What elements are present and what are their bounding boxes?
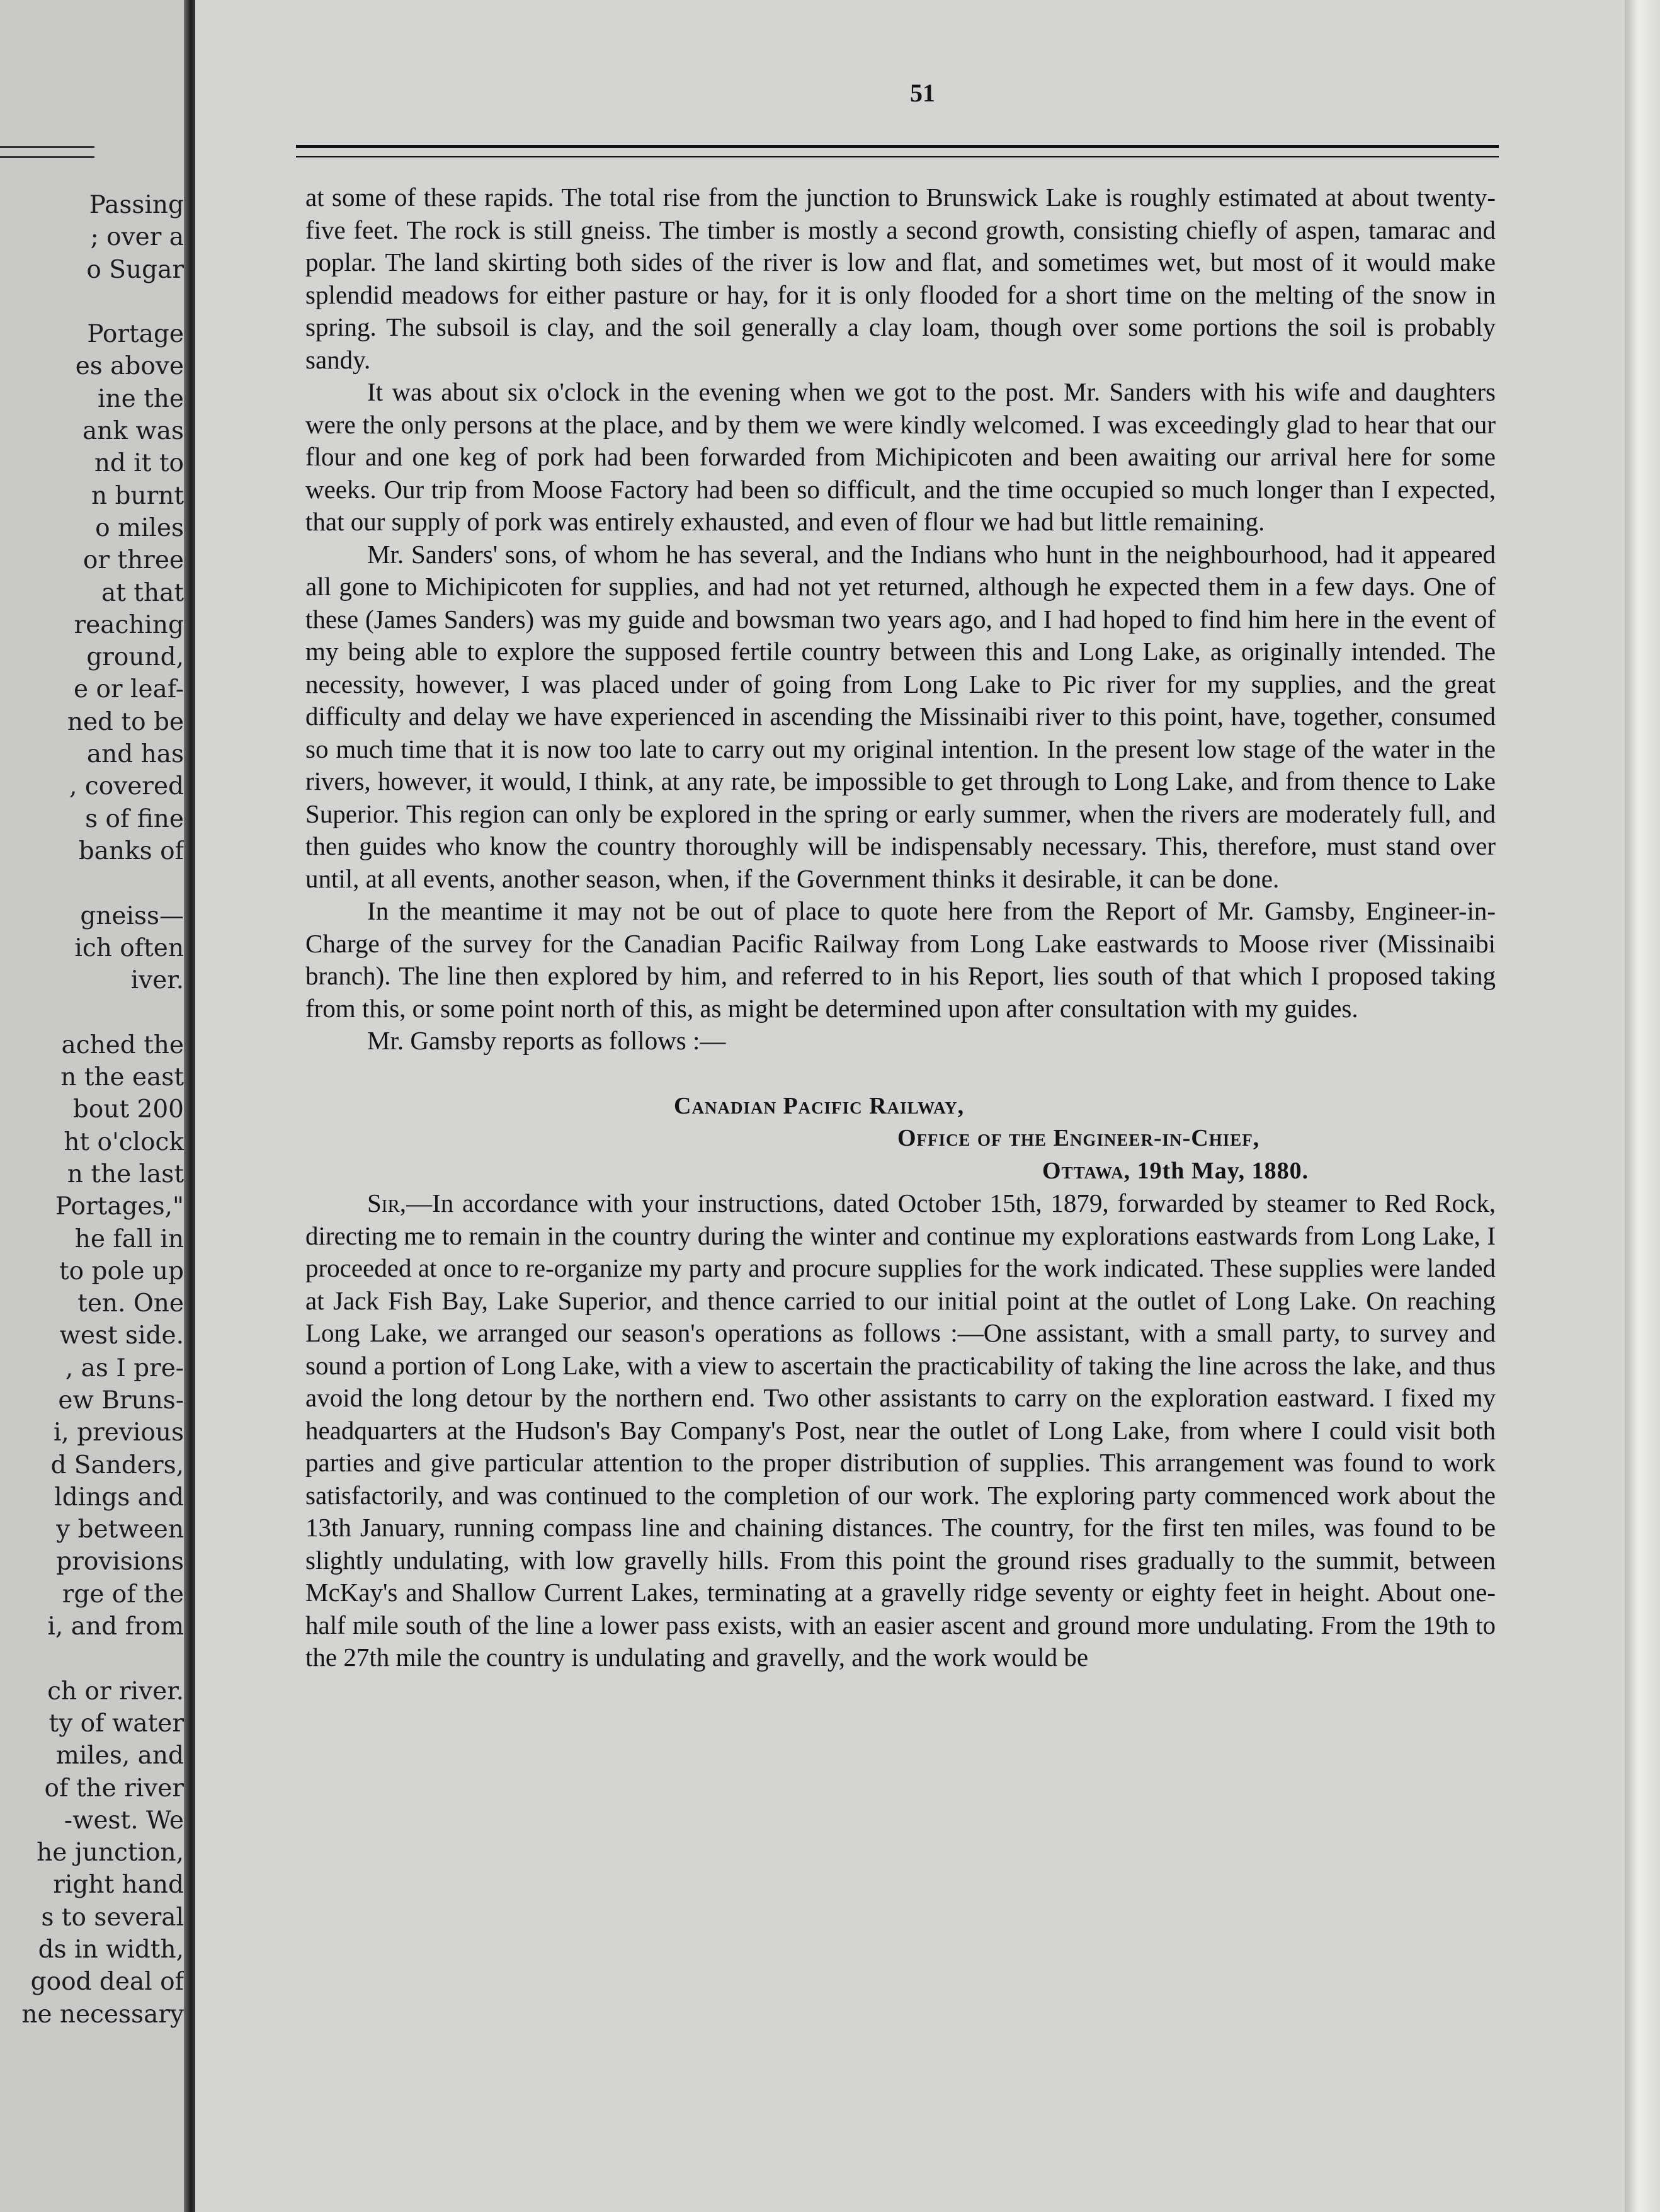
header-rule-thick [296,145,1499,148]
letter-heading-office: Office of the Engineer-in-Chief, [897,1125,1260,1151]
left-page-line: or three [82,546,184,575]
left-page-line: and has [86,740,184,769]
paragraph: Mr. Sanders' sons, of whom he has several, and the Indians who hunt in the neighbourhood, had it appeared all gone to Michipicoten for supplies, and had not yet returned, although he expected them in a few days. One of these (James Sanders) was my guide and bowsman two years ago, and I had hoped to find him here in the event of my being able to explore the supposed fertile country between this and Long Lake, as originally intended. The necessity, however, I was placed under of going from Long Lake to Pic river for my supplies, and the great difficulty and delay we have experienced in ascending the Missinaibi river to this point, have, together, consumed so much time that it is now too late to carry out my original intention. In the present low stage of the water in the rivers, however, it would, I think, at any rate, be impossible to get through to Long Lake, and from thence to Lake Superior. This region can only be explored in the spring or early summer, when the rivers are moderately full, and then guides who know the country thoroughly will be indispensably necessary. This, therefore, must stand over until, at all events, another season, when, if the Government thinks it desirable, it can be done. [305,539,1496,893]
left-page-line: s to several [41,1903,184,1932]
left-page-line: ten. One [77,1289,184,1318]
letter-salutation: Sir, [367,1189,407,1217]
letter-body [305,1187,1496,1674]
left-page-line: gneiss— [80,901,184,930]
left-page-line [0,1643,184,1675]
left-page-line: right hand [53,1871,184,1900]
letter-heading-dateline [305,1155,1496,1188]
left-page-line: ned to be [67,707,184,736]
left-page-line: ground, [86,643,184,672]
left-page-line: rge of the [62,1580,184,1609]
letter-heading-railway: Canadian Pacific Railway, [674,1092,965,1119]
left-page-line: d Sanders, [50,1451,184,1479]
page-edge [1625,0,1660,2212]
left-page-line: -west. We [64,1806,184,1835]
facing-left-page [0,0,189,2212]
left-page-line: ew Bruns- [58,1386,184,1415]
left-page-line: s of fine [85,804,184,833]
left-page-rule [0,146,94,148]
paragraph: It was about six o'clock in the evening when we got to the post. Mr. Sanders with his wife and daughters were the only persons at the place, and by them we were kindly welcomed. I was exceedingly glad to hear that our flour and one keg of pork had been forwarded from Michipicoten and been awaiting our arrival here for some weeks. Our trip from Moose Factory had been so difficult, and the time occupied so much longer than I expected, that our supply of pork was entirely exhausted, and even of flour we had but little remaining. [305,377,1496,536]
left-page-line: nd it to [94,449,184,478]
header-rule-thin [296,156,1499,157]
left-page-line: Passing [89,191,184,219]
left-page-line: banks of [78,836,184,865]
left-page-line: ty of water [48,1709,184,1738]
left-page-line: miles, and [55,1742,184,1770]
left-page-line: Portages," [55,1192,184,1221]
left-page-line: n burnt [91,481,184,510]
left-page-line: reaching [74,610,184,639]
left-page-line: o Sugar [86,255,184,284]
left-page-line: good deal of [30,1968,184,1997]
left-page-rule [0,156,94,158]
left-page-line: n the last [67,1160,184,1189]
paragraph: at some of these rapids. The total rise from the junction to Brunswick Lake is roughly estimated at about twenty-five feet. The rock is still gneiss. The timber is mostly a second growth, consisting chiefly of aspen, tamarac and poplar. The land skirting both sides of the river is low and flat, and sometimes wet, but most of it would make splendid meadows for either pasture or hay, for it is only flooded for a short time on the melting of the snow in spring. The subsoil is clay, and the soil generally a clay loam, though over some portions the soil is probably sandy. [305,183,1496,374]
paragraph: Mr. Gamsby reports as follows :— [367,1026,726,1055]
letter-date: 19th May, 1880. [1137,1157,1309,1184]
left-page-line [0,996,184,1029]
page-number: 51 [910,79,935,107]
left-page-line: y between [56,1515,184,1544]
left-page-line: ank was [82,417,184,446]
left-page-line: i, and from [47,1612,184,1641]
left-page-line: ch or river. [47,1677,184,1706]
left-page-line: he fall in [74,1224,184,1253]
left-page-line: es above [75,352,184,381]
left-page-line: provisions [56,1548,184,1576]
left-page-line: at that [101,578,184,607]
left-page-line: ; over a [90,223,184,252]
left-page-line: , as I pre- [65,1354,184,1382]
left-page-line: , covered [69,772,184,801]
left-page-line: bout 200 [72,1095,184,1124]
paragraph: In the meantime it may not be out of place to quote here from the Report of Mr. Gamsby, Engineer-in-Charge of the survey for the Canadian Pacific Railway from Long Lake eastwards to Moose river (Missinaibi branch). The line then explored by him, and referred to in his Report, lies south of that which I proposed taking from this, or some point north of this, as might be determined upon after consultation with my guides. [305,896,1496,1023]
left-page-line: n the east [60,1063,184,1092]
left-page-line: he junction, [37,1839,184,1867]
left-page-line: of the river [44,1774,184,1803]
book-gutter [184,0,195,2212]
left-page-line: ich often [74,933,184,962]
left-page-line: ds in width, [38,1936,184,1964]
body-text [305,181,1496,1674]
letter-body-text: —In accordance with your instructions, dated October 15th, 1879, forwarded by steamer to Red Rock, directing me to remain in the country during the winter and continue my explorations eastwards from Long Lake, I proceeded at once to re-organize my party and procure supplies for the work indicated. These supplies were landed at Jack Fish Bay, Lake Superior, and thence carried to our initial point at the outlet of Long Lake. On reaching Long Lake, we arranged our season's operations as follows :—One assistant, with a small party, to survey and sound a portion of Long Lake, with a view to ascertain the practicability of taking the line across the lake, and thus avoid the long detour by the northern end. Two other assistants to carry on the exploration eastward. I fixed my headquarters at the Hudson's Bay Company's Post, near the outlet of Long Lake, from where I could visit both parties and give particular attention to the proper distribution of supplies. This arrangement was found to work satisfactorily, and was continued to the completion of our work. The exploring party commenced work about the 13th January, running compass line and chaining distances. The country, for the first ten miles, was found to be slightly undulating, with low gravelly hills. From this point the ground rises gradually to the summit, between McKay's and Shallow Current Lakes, terminating at a gravelly ridge seventy or eighty feet in height. About one-half mile south of the line a lower pass exists, with an easier ascent and ground more undulating. From the 19th to the 27th mile the country is undulating and gravelly, and the work would be [305,1189,1496,1672]
left-page-line: Portage [87,320,184,349]
left-page-line [0,286,184,318]
left-page-line: west side. [59,1321,184,1350]
left-page-line: ne necessary [21,2000,184,2029]
main-page [195,0,1625,2212]
left-page-line: iver. [130,966,184,995]
letter-place: Ottawa, [1042,1157,1131,1184]
left-page-line: i, previous [53,1418,184,1447]
left-page-line: ine the [98,384,184,413]
left-page-line: e or leaf- [73,675,184,704]
left-page-line: ht o'clock [64,1127,184,1156]
left-page-text [0,189,184,2031]
left-page-line: ached the [61,1030,184,1059]
left-page-line [0,867,184,899]
left-page-line: to pole up [59,1257,184,1286]
left-page-line: ldings and [54,1483,184,1512]
left-page-line: o miles [95,513,184,542]
